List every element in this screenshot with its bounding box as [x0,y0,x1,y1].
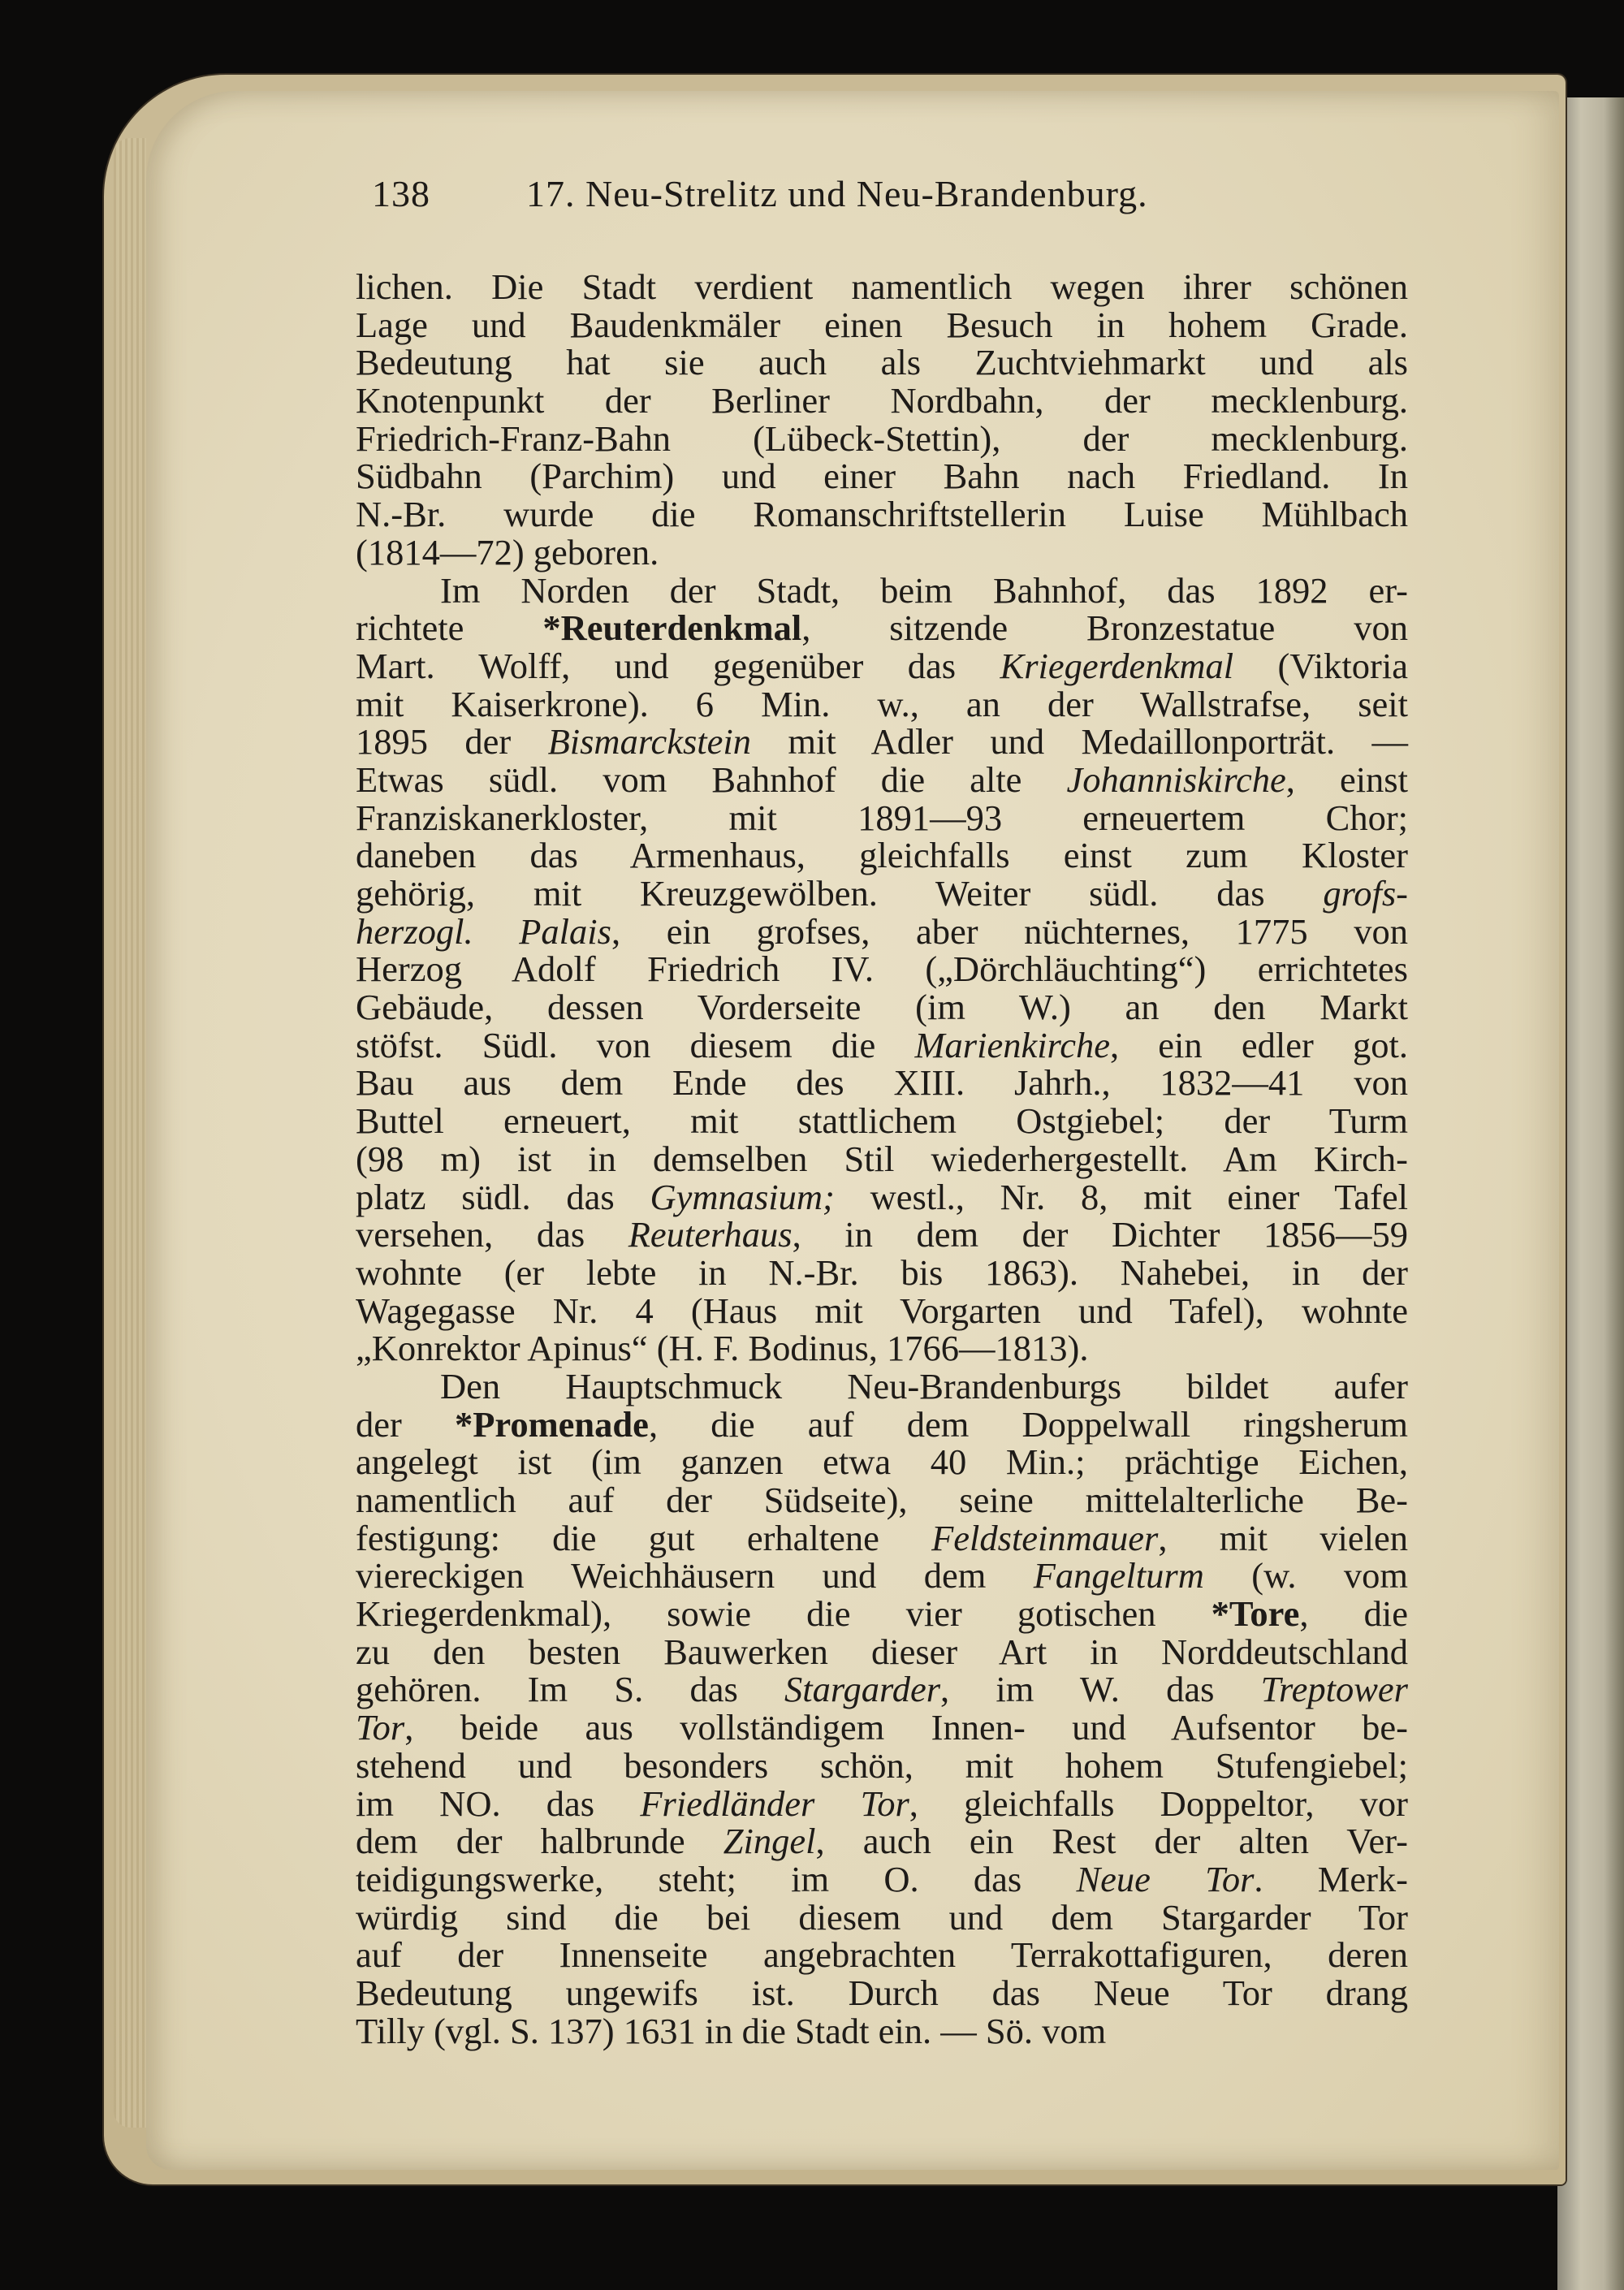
text-line [356,1443,1408,1481]
text-segment: stehend und besonders schön, mit hohem Stufengiebel; [356,1744,1408,1786]
text-line [356,2012,1408,2050]
text-segment: gehören. Im S. das [356,1669,785,1710]
italic-text: Marienkirche [914,1024,1110,1065]
text-segment: festigung: die gut erhaltene [356,1517,932,1558]
bold-text: *Reuterdenkmal [542,607,802,649]
text-line [356,950,1408,988]
bold-text: *Promenade [454,1403,649,1445]
text-line [356,1557,1408,1595]
text-line [356,531,1408,572]
text-line [356,1936,1408,1974]
text-segment: auf der Innenseite angebrachten Terrakottafiguren, deren [356,1934,1408,1976]
italic-text: Treptower [1260,1669,1408,1710]
text-line [356,382,1408,420]
bold-text: *Tore [1211,1593,1300,1635]
text-segment: Knotenpunkt der Berliner Nordbahn, der mecklenburg. [356,380,1408,421]
text-line [356,1744,1408,1786]
text-segment: mit Adler und Medaillonporträt. — [751,721,1408,763]
text-segment: , die auf dem Doppelwall ringsherum [648,1403,1408,1445]
text-line [356,1519,1408,1558]
text-segment: , sitzende Bronzestatue von [801,607,1408,649]
text-segment: Bedeutung hat sie auch als Zuchtviehmarkt und als [356,342,1408,383]
text-segment: zu den besten Bauwerken dieser Art in Norddeutschland [356,1631,1408,1672]
text-segment: Lage und Baudenkmäler einen Besuch in hohem Grade. [356,304,1408,345]
italic-text: Gymnasium; [650,1176,835,1217]
text-segment: würdig sind die bei diesem und dem Stargarder Tor [356,1896,1408,1938]
text-line [356,306,1408,344]
text-line [356,1064,1408,1102]
text-line [356,1709,1408,1747]
book-spine [1557,97,1624,2290]
text-line [356,1896,1408,1938]
text-line [356,910,1408,952]
text-segment: platz südl. das [356,1176,650,1217]
text-segment: . Merk- [1254,1858,1408,1899]
italic-text: herzogl. Palais [356,910,611,952]
text-segment: Kriegerdenkmal), sowie die vier gotischen [356,1593,1212,1635]
text-segment: Tilly (vgl. S. 137) 1631 in die Stadt ein. — Sö. vom [356,2010,1107,2051]
text-line [356,836,1408,875]
text-segment: im NO. das [356,1782,641,1824]
italic-text: Neue Tor [1076,1858,1255,1899]
text-line [356,1251,1408,1293]
text-segment: mit Kaiserkrone). 6 Min. w., an der Wallstrafse, seit [356,683,1408,724]
text-segment: Gebäude, dessen Vorderseite (im W.) an den Markt [356,987,1408,1028]
text-line [356,1595,1408,1633]
text-segment: , die [1299,1593,1408,1635]
text-segment: , ein edler got. [1109,1024,1408,1065]
text-segment: lichen. Die Stadt verdient namentlich wegen ihrer schönen [356,266,1408,307]
text-line [356,417,1408,459]
text-segment: (1814—72) geboren. [356,531,659,572]
text-line [356,1403,1408,1445]
text-segment: , in dem der Dichter 1856—59 [792,1214,1408,1255]
text-segment: stöfst. Südl. von diesem die [356,1024,915,1065]
text-segment: westl., Nr. 8, mit einer Tafel [834,1176,1409,1217]
text-line [356,875,1408,913]
italic-text: grofs- [1323,873,1408,914]
text-segment: viereckigen Weichhäusern und dem [356,1555,1034,1597]
text-segment: Herzog Adolf Friedrich IV. („Dörchläuchting“) errichtetes [356,948,1408,990]
text-line [356,1102,1408,1140]
text-line [356,758,1408,800]
text-segment: richtete [356,607,543,649]
text-segment: , einst [1285,758,1408,800]
text-segment: , im W. das [940,1669,1261,1710]
text-line [356,609,1408,647]
text-segment: Den Hauptschmuck Neu-Brandenburgs bildet aufer [440,1365,1408,1406]
italic-text: Zingel [723,1821,816,1862]
text-line [356,344,1408,382]
italic-text: Tor [356,1707,405,1748]
running-head [372,172,1427,229]
text-line [356,988,1408,1026]
text-line [356,1782,1408,1824]
italic-text: Friedländer Tor [640,1782,909,1824]
text-line [356,268,1408,306]
text-line [356,1292,1408,1330]
text-line [356,1365,1408,1406]
text-line [356,685,1408,724]
text-line [356,1974,1408,2012]
text-segment: „Konrektor Apinus“ (H. F. Bodinus, 1766—1813). [356,1328,1089,1369]
text-line [356,1822,1408,1860]
text-segment: daneben das Armenhaus, gleichfalls einst zum Kloster [356,835,1408,876]
text-segment: 1895 der [356,721,548,763]
text-line [356,1329,1408,1368]
text-line [356,1140,1408,1178]
text-segment: , beide aus vollständigem Innen- und Aufsentor be- [404,1707,1408,1748]
page-number: 138 [372,173,430,214]
text-segment: namentlich auf der Südseite), seine mittelalterliche Be- [356,1480,1408,1520]
text-segment: teidigungswerke, steht; im O. das [356,1858,1077,1899]
text-line [356,647,1408,685]
text-segment: Mart. Wolff, und gegenüber das [356,645,1000,686]
text-segment: Südbahn (Parchim) und einer Bahn nach Friedland. In [356,456,1408,497]
italic-text: Fangelturm [1033,1555,1204,1597]
text-segment: dem der halbrunde [356,1821,723,1862]
text-line [356,1633,1408,1671]
text-line [356,799,1408,837]
text-line [356,1216,1408,1254]
text-segment: angelegt ist (im ganzen etwa 40 Min.; prächtige Eichen, [356,1441,1408,1483]
chapter-title: 17. Neu-Strelitz und Neu-Brandenburg. [526,173,1148,214]
text-segment: versehen, das [356,1214,628,1255]
text-segment: der [356,1403,455,1445]
text-line [356,1481,1408,1519]
text-segment: , ein grofses, aber nüchternes, 1775 von [611,910,1408,952]
page-stack-edge [114,138,146,2128]
text-segment: , mit vielen [1158,1517,1408,1558]
text-line [356,1670,1408,1709]
italic-text: Feldsteinmauer [931,1517,1159,1558]
text-segment: Franziskanerkloster, mit 1891—93 erneuertem Chor; [356,797,1408,838]
text-segment: Buttel erneuert, mit stattlichem Ostgiebel; der Turm [356,1100,1408,1142]
text-segment: (Viktoria [1233,645,1408,686]
text-segment: Im Norden der Stadt, beim Bahnhof, das 1892 er- [440,569,1408,611]
text-segment: N.-Br. wurde die Romanschriftstellerin Luise Mühlbach [356,494,1408,535]
text-segment: Bau aus dem Ende des XIII. Jahrh., 1832—41 von [356,1062,1408,1104]
italic-text: Kriegerdenkmal [1000,645,1234,686]
text-line [356,495,1408,534]
text-line [356,723,1408,761]
text-segment: Friedrich-Franz-Bahn (Lübeck-Stettin), der mecklenburg. [356,417,1408,459]
text-line [356,1860,1408,1899]
italic-text: Reuterhaus [628,1214,793,1255]
text-segment: (w. vom [1203,1555,1408,1597]
text-segment: wohnte (er lebte in N.-Br. bis 1863). Nahebei, in der [356,1251,1408,1293]
text-line [356,569,1408,611]
text-line [356,457,1408,495]
italic-text: Stargarder [784,1669,941,1710]
body-text [356,268,1408,2050]
text-segment: , auch ein Rest der alten Ver- [815,1821,1408,1862]
italic-text: Bismarckstein [547,721,752,763]
text-segment: gehörig, mit Kreuzgewölben. Weiter südl. das [356,873,1324,914]
text-segment: Wagegasse Nr. 4 (Haus mit Vorgarten und Tafel), wohnte [356,1290,1408,1331]
text-segment: Etwas südl. vom Bahnhof die alte [356,758,1067,800]
italic-text: Johanniskirche [1066,758,1286,800]
text-segment: Bedeutung ungewifs ist. Durch das Neue Tor drang [356,1972,1408,2013]
text-segment: (98 m) ist in demselben Stil wiederhergestellt. Am Kirch- [356,1138,1408,1179]
text-line [356,1178,1408,1216]
text-segment: , gleichfalls Doppeltor, vor [909,1782,1408,1824]
text-line [356,1026,1408,1065]
